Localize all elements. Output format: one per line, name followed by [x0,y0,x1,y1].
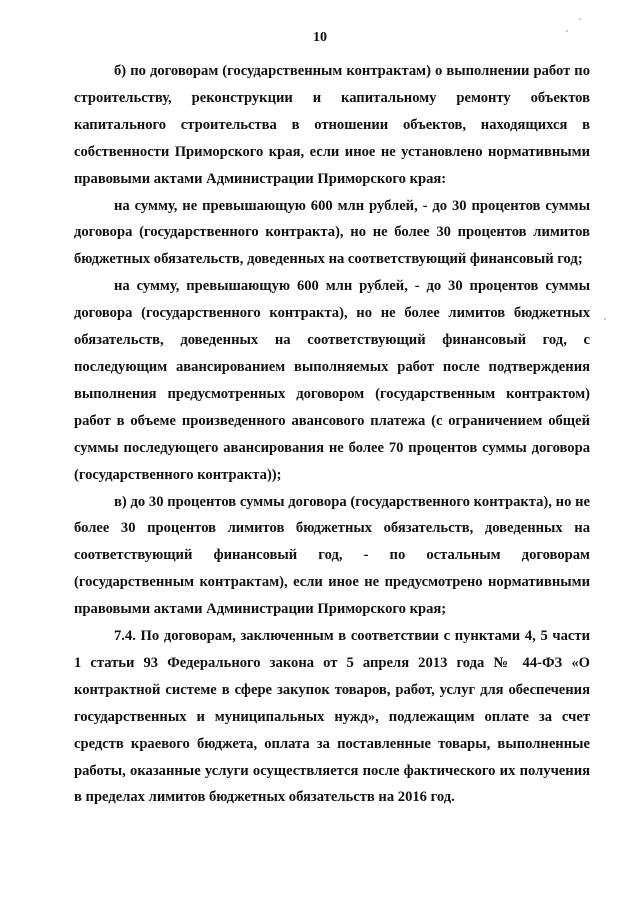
paragraph-v-other-contracts: в) до 30 процентов суммы договора (государственного контракта), но не более 30 процентов лимитов бюджетных обязательств, доведенных на соответствующий финансовый год, - по остальным договорам (государственным контрактам), если иное не предусмотрено нормативными правовыми актами Администрации Приморского края; [74,493,590,618]
paragraph-b-construction-contracts: б) по договорам (государственным контрактам) о выполнении работ по строительству, реконструкции и капитальному ремонту объектов капитального строительства в отношении объектов, находящихся в собственности Приморского края, если иное не установлено нормативными правовыми актами Администрации Приморского края: [74,63,590,187]
page-number: 10 [313,30,327,45]
scan-speck [566,30,568,32]
paragraph-7-4: 7.4. По договорам, заключенным в соответствии с пунктами 4, 5 части 1 статьи 93 Федерального закона от 5 апреля 2013 года № 44-ФЗ «О контрактной системе в сфере закупок товаров, работ, услуг для обеспечения государственных и муниципальных нужд», подлежащим оплате за счет средств краевого бюджета, оплата за поставленные товары, выполненные работы, оказанные услуги осуществляется после фактического их получения в пределах лимитов бюджетных обязательств на 2016 год. [74,628,590,806]
scan-speck [579,18,581,20]
scan-speck [604,318,606,320]
document-body [74,58,590,811]
paragraph-sum-below-600m: на сумму, не превышающую 600 млн рублей, - до 30 процентов суммы договора (государственного контракта), но не более 30 процентов лимитов бюджетных обязательств, доведенных на соответствующий финансовый год; [74,197,590,268]
paragraph-sum-above-600m: на сумму, превышающую 600 млн рублей, - до 30 процентов суммы договора (государственного контракта), но не более лимитов бюджетных обязательств, доведенных на соответствующий финансовый год, с последующим авансированием выполняемых работ после подтверждения выполнения предусмотренных договором (государственным контрактом) работ в объеме произведенного авансового платежа (с ограничением общей суммы последующего авансирования не более 70 процентов суммы договора (государственного контракта)); [74,278,590,483]
